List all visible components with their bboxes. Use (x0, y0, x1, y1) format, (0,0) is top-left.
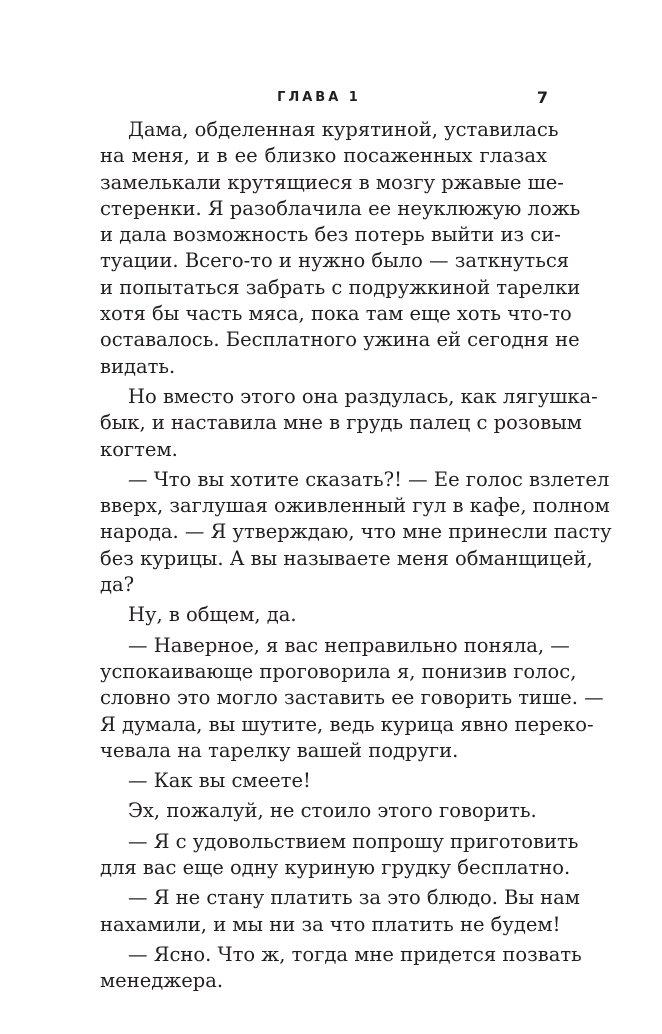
text-line: менеджера. (100, 969, 224, 993)
text-line: оставалось. Бесплатного ужина ей сегодня не (100, 328, 580, 352)
text-line: без курицы. А вы называете меня обманщицей, (100, 546, 593, 570)
text-line: замелькали крутящиеся в мозгу ржавые ше- (100, 170, 564, 194)
body-text (100, 117, 612, 995)
text-line: и попытаться забрать с подружкиной тарелки (100, 275, 581, 299)
text-line: на меня, и в ее близко посаженных глазах (100, 144, 547, 168)
text-line: народа. — Я утверждаю, что мне принесли пасту (100, 520, 612, 544)
text-line: — Я с удовольствием попрошу приготовить (128, 829, 579, 853)
text-line: туации. Всего-то и нужно было — заткнуться (100, 249, 570, 273)
text-line: бык, и наставила мне в грудь палец с розовым (100, 411, 582, 435)
text-line: — Как вы смеете! (128, 769, 311, 793)
text-line: хотя бы часть мяса, пока там еще хоть что-то (100, 302, 572, 326)
text-line: словно это могло заставить ее говорить тише. — (100, 686, 604, 710)
running-header (90, 88, 548, 108)
text-line: Дама, обделенная курятиной, уставилась (128, 118, 559, 141)
text-line: успокаивающе проговорила я, понизив голос, (100, 659, 577, 683)
text-line: — Я не стану платить за это блюдо. Вы нам (128, 886, 580, 910)
chapter-title: ГЛАВА 1 (277, 90, 361, 105)
text-line: стеренки. Я разоблачила ее неуклюжую ложь (100, 196, 581, 220)
text-line: и дала возможность без потерь выйти из си- (100, 223, 561, 247)
text-line: для вас еще одну куриную грудку бесплатно. (100, 856, 571, 880)
text-line: Но вместо этого она раздулась, как лягушка- (128, 384, 598, 408)
text-line: видать. (100, 354, 176, 378)
text-line: нахамили, и мы ни за что платить не будем! (100, 912, 561, 936)
text-line: Ну, в общем, да. (128, 603, 297, 627)
page-number: 7 (536, 88, 548, 107)
text-line: Эх, пожалуй, не стоило этого говорить. (128, 799, 537, 823)
text-line: чевала на тарелку вашей подруги. (100, 738, 459, 762)
text-line: — Ясно. Что ж, тогда мне придется позвать (128, 942, 582, 966)
text-line: вверх, заглушая оживленный гул в кафе, полном (100, 494, 610, 518)
text-line: Я думала, вы шутите, ведь курица явно переко- (100, 712, 594, 736)
text-line: — Наверное, я вас неправильно поняла, — (128, 633, 570, 657)
text-line: когтем. (100, 437, 178, 461)
text-line: да? (100, 573, 135, 597)
text-line: — Что вы хотите сказать?! — Ее голос взлетел (128, 467, 610, 491)
